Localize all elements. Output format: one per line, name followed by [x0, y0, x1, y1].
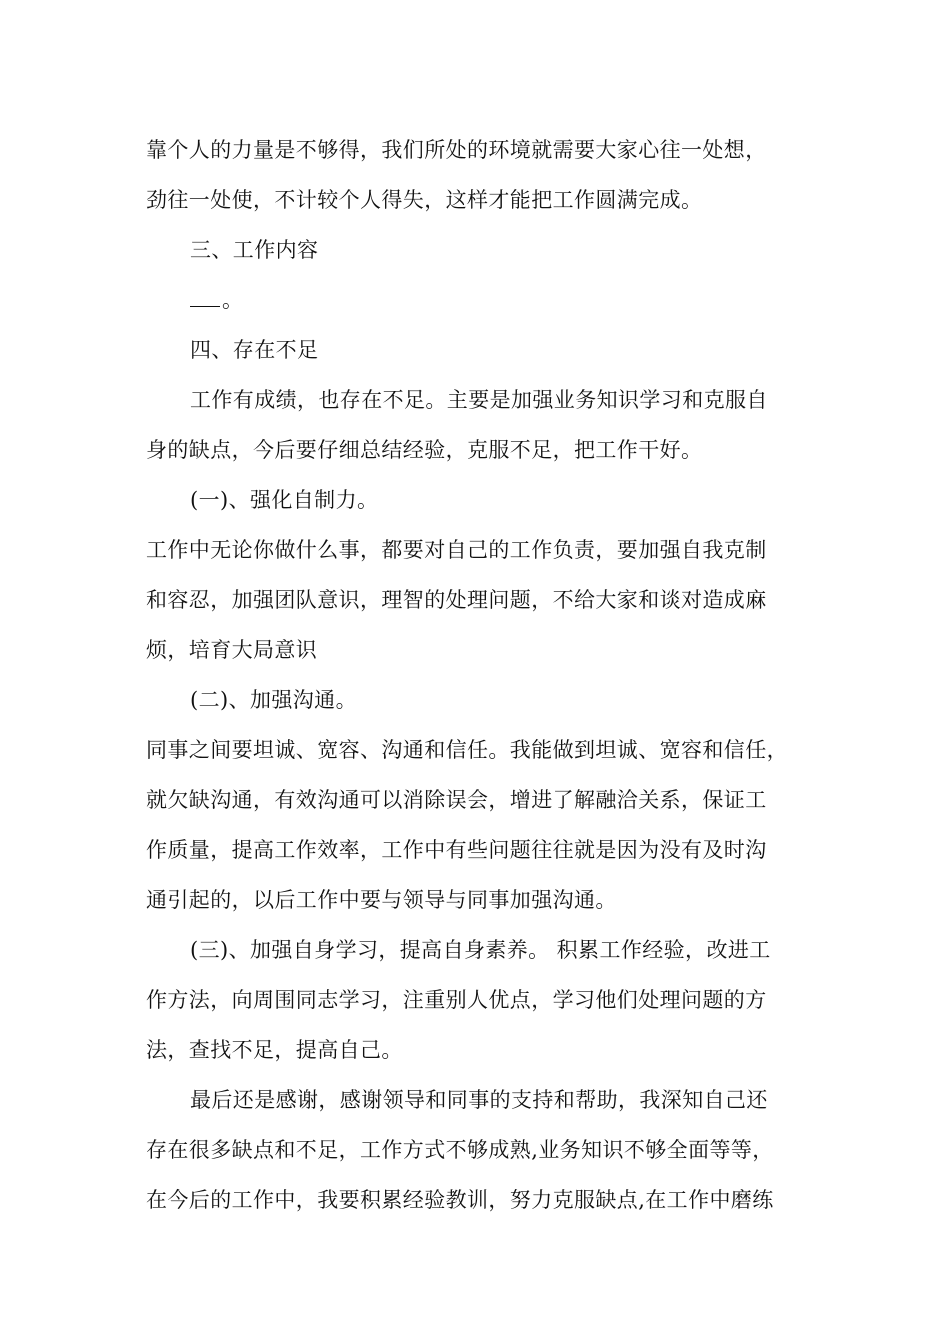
- text-line-20: 最后还是感谢，感谢领导和同事的支持和帮助，我深知自己还: [190, 1088, 768, 1112]
- subheading-self-learning: (三)、加强自身学习，提高自身素养。 积累工作经验，改进工: [190, 938, 771, 962]
- text-line-14: 就欠缺沟通，有效沟通可以消除误会，增进了解融洽关系，保证工: [146, 788, 767, 812]
- text-line-2: 劲往一处使，不计较个人得失，这样才能把工作圆满完成。: [146, 188, 703, 212]
- blank-underline: [190, 290, 220, 307]
- text-line-19: 法，查找不足，提高自己。: [146, 1038, 403, 1062]
- text-line-16: 通引起的，以后工作中要与领导与同事加强沟通。: [146, 888, 617, 912]
- text-line-22: 在今后的工作中，我要积累经验教训，努力克服缺点,在工作中磨练: [146, 1188, 774, 1212]
- section-heading-work-content: 三、工作内容: [190, 238, 319, 262]
- subheading-self-control: (一)、强化自制力。: [190, 488, 379, 512]
- text-line-13: 同事之间要坦诚、宽容、沟通和信任。我能做到坦诚、宽容和信任，: [146, 738, 788, 762]
- text-line-9: 工作中无论你做什么事，都要对自己的工作负责，要加强自我克制: [146, 538, 767, 562]
- placeholder-period: 。: [222, 288, 244, 312]
- text-line-6: 工作有成绩，也存在不足。主要是加强业务知识学习和克服自: [190, 388, 768, 412]
- text-line-1: 靠个人的力量是不够得，我们所处的环境就需要大家心往一处想，: [146, 138, 767, 162]
- subheading-communication: (二)、加强沟通。: [190, 688, 357, 712]
- text-line-15: 作质量，提高工作效率，工作中有些问题往往就是因为没有及时沟: [146, 838, 767, 862]
- text-line-10: 和容忍，加强团队意识，理智的处理问题，不给大家和谈对造成麻: [146, 588, 767, 612]
- section-heading-shortcomings: 四、存在不足: [190, 338, 319, 362]
- text-line-11: 烦，培育大局意识: [146, 638, 318, 662]
- text-line-7: 身的缺点，今后要仔细总结经验，克服不足，把工作干好。: [146, 438, 703, 462]
- placeholder-line: [190, 286, 836, 314]
- text-line-21: 存在很多缺点和不足，工作方式不够成熟,业务知识不够全面等等，: [146, 1138, 774, 1162]
- text-line-18: 作方法，向周围同志学习，注重别人优点，学习他们处理问题的方: [146, 988, 767, 1012]
